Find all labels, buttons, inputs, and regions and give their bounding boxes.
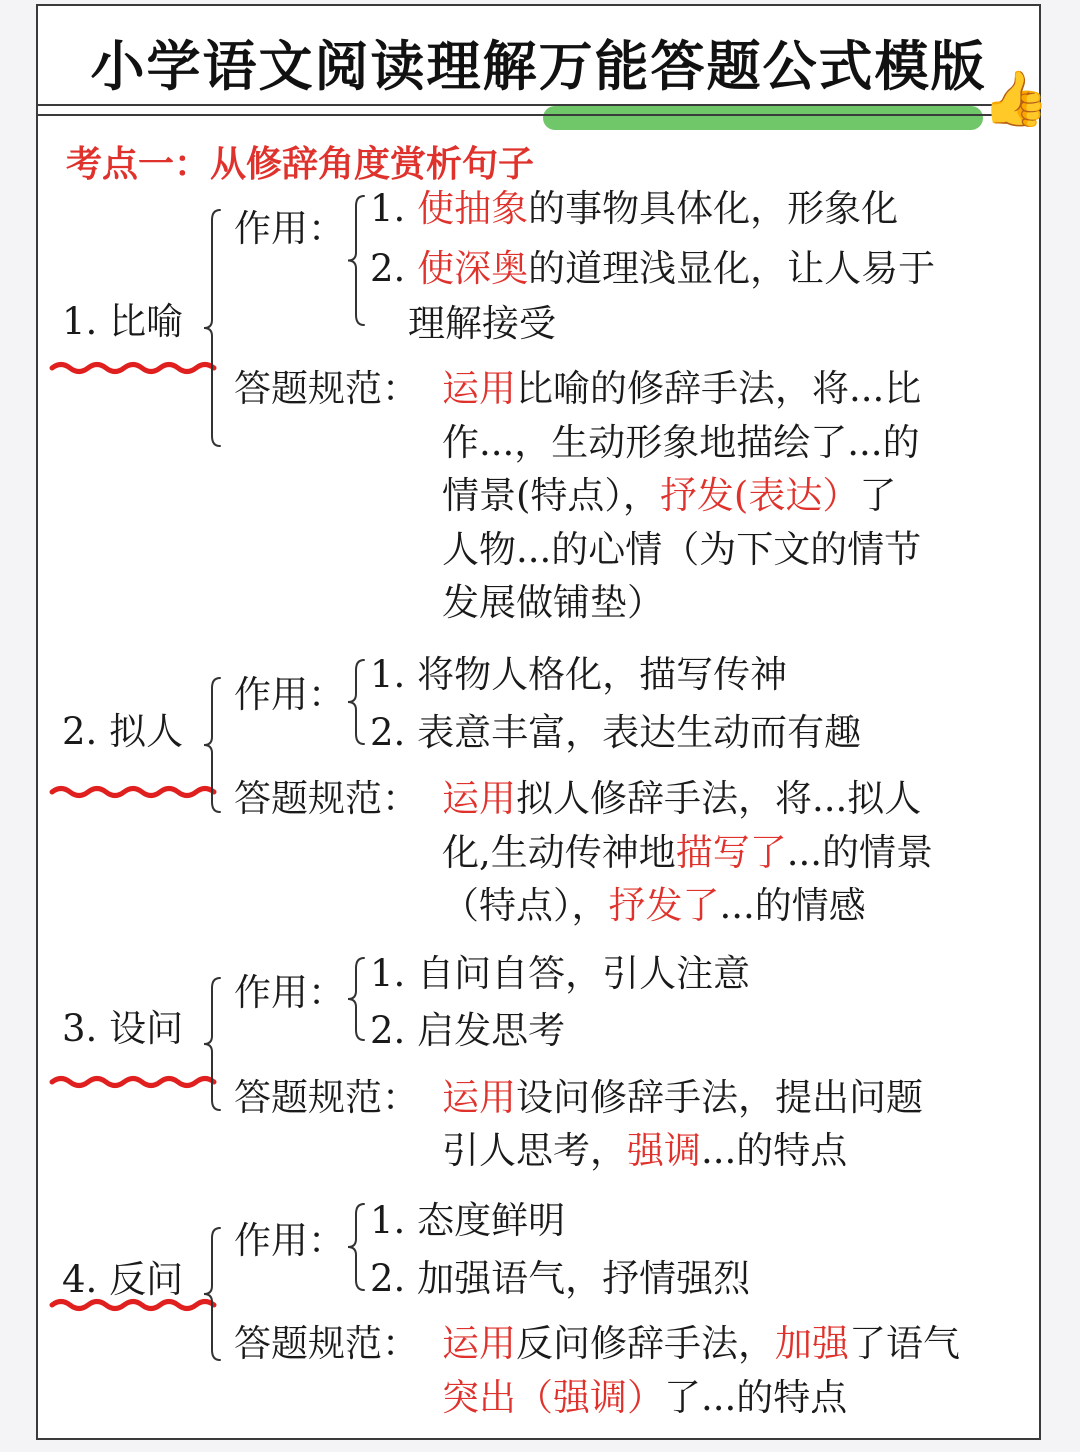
effect-item	[370, 711, 862, 754]
answer-keyword: 运用	[442, 1076, 516, 1119]
answer-text: 拟人修辞手法，将...拟人	[516, 777, 922, 820]
effect-item	[370, 952, 751, 995]
answer-label: 答题规范：	[234, 1076, 419, 1119]
effect-text: 自问自答，引人注意	[417, 952, 751, 995]
rhetoric-name: 1. 比喻	[62, 300, 184, 343]
effect-keyword: 使深奥	[417, 247, 529, 290]
effect-item	[370, 1009, 566, 1052]
effect-text: 表意丰富，表达生动而有趣	[417, 711, 862, 754]
effect-item	[370, 653, 788, 696]
answer-line	[442, 474, 897, 517]
effect-label: 作用：	[234, 971, 345, 1014]
effect-continuation	[408, 302, 556, 345]
answer-keyword: 强调	[627, 1129, 701, 1172]
effect-number: 2.	[370, 1009, 418, 1052]
answer-line	[442, 421, 920, 464]
answer-label: 答题规范：	[234, 367, 419, 410]
effect-text: 态度鲜明	[417, 1199, 566, 1242]
rhetoric-name: 3. 设问	[62, 1007, 184, 1050]
effect-item	[370, 247, 936, 290]
page-title: 小学语文阅读理解万能答题公式模版	[90, 35, 987, 98]
answer-text: ...的情景	[786, 831, 934, 874]
answer-line	[442, 581, 664, 624]
title-box	[38, 6, 1039, 102]
effect-item	[370, 1199, 566, 1242]
answer-text: 比喻的修辞手法，将...比	[516, 367, 922, 410]
answer-line	[442, 1076, 923, 1119]
section-title: 考点一：从修辞角度赏析句子	[66, 144, 535, 185]
answer-line	[442, 528, 922, 571]
effect-text: 加强语气，抒情强烈	[417, 1257, 751, 1300]
green-highlight-marker	[543, 106, 983, 130]
answer-text: ...的特点	[701, 1129, 848, 1172]
effect-number: 2.	[370, 1257, 418, 1300]
effect-item	[370, 1257, 751, 1300]
answer-keyword: 突出（强调）	[442, 1376, 664, 1419]
answer-text: 发展做铺垫）	[442, 581, 664, 624]
effect-number: 1.	[370, 187, 418, 230]
answer-text: 情景(特点），	[442, 474, 660, 517]
answer-line	[442, 777, 922, 820]
answer-text: 人物...的心情（为下文的情节	[442, 528, 922, 571]
effect-label: 作用：	[234, 1219, 345, 1262]
answer-label: 答题规范：	[234, 1322, 419, 1365]
answer-keyword: 抒发了	[608, 884, 720, 927]
effect-number: 1.	[370, 1199, 418, 1242]
answer-text: （特点），	[442, 884, 609, 927]
answer-keyword: 运用	[442, 777, 516, 820]
effect-text: 的道理浅显化，让人易于	[528, 247, 936, 290]
answer-keyword: 加强	[775, 1322, 849, 1365]
effect-text: 将物人格化，描写传神	[417, 653, 788, 696]
answer-line	[442, 831, 934, 874]
answer-text: 化,生动传神地	[442, 831, 676, 874]
answer-line	[442, 1322, 960, 1365]
effect-number: 1.	[370, 952, 418, 995]
rhetoric-name: 2. 拟人	[62, 710, 184, 753]
answer-keyword: 运用	[442, 367, 516, 410]
title-divider-double	[38, 114, 1039, 116]
effect-item	[370, 187, 899, 230]
answer-text: ...的情感	[719, 884, 866, 927]
effect-text: 理解接受	[408, 302, 556, 345]
effect-number: 2.	[370, 247, 418, 290]
rhetoric-name: 4. 反问	[62, 1258, 184, 1301]
effect-label: 作用：	[234, 673, 345, 716]
answer-label: 答题规范：	[234, 777, 419, 820]
answer-keyword: 描写了	[675, 831, 787, 874]
effect-text: 启发思考	[417, 1009, 566, 1052]
answer-text: 了	[859, 474, 897, 517]
answer-line	[442, 367, 922, 410]
effect-label: 作用：	[234, 207, 345, 250]
effect-text: 的事物具体化，形象化	[528, 187, 899, 230]
thumbs-up-icon: 👍	[982, 67, 1050, 130]
answer-text: 了...的特点	[664, 1376, 848, 1419]
answer-keyword: 抒发(表达）	[659, 474, 860, 517]
answer-line	[442, 1376, 848, 1419]
answer-text: 引人思考，	[442, 1129, 627, 1172]
answer-text: 设问修辞手法，提出问题	[516, 1076, 923, 1119]
answer-text: 作...，生动形象地描绘了...的	[442, 421, 920, 464]
answer-line	[442, 1129, 848, 1172]
answer-keyword: 运用	[442, 1322, 516, 1365]
answer-text: 反问修辞手法，	[516, 1322, 775, 1365]
effect-number: 1.	[370, 653, 418, 696]
answer-line	[442, 884, 866, 927]
title-divider	[38, 104, 1039, 106]
effect-number: 2.	[370, 711, 418, 754]
answer-text: 了语气	[849, 1322, 960, 1365]
effect-keyword: 使抽象	[417, 187, 529, 230]
